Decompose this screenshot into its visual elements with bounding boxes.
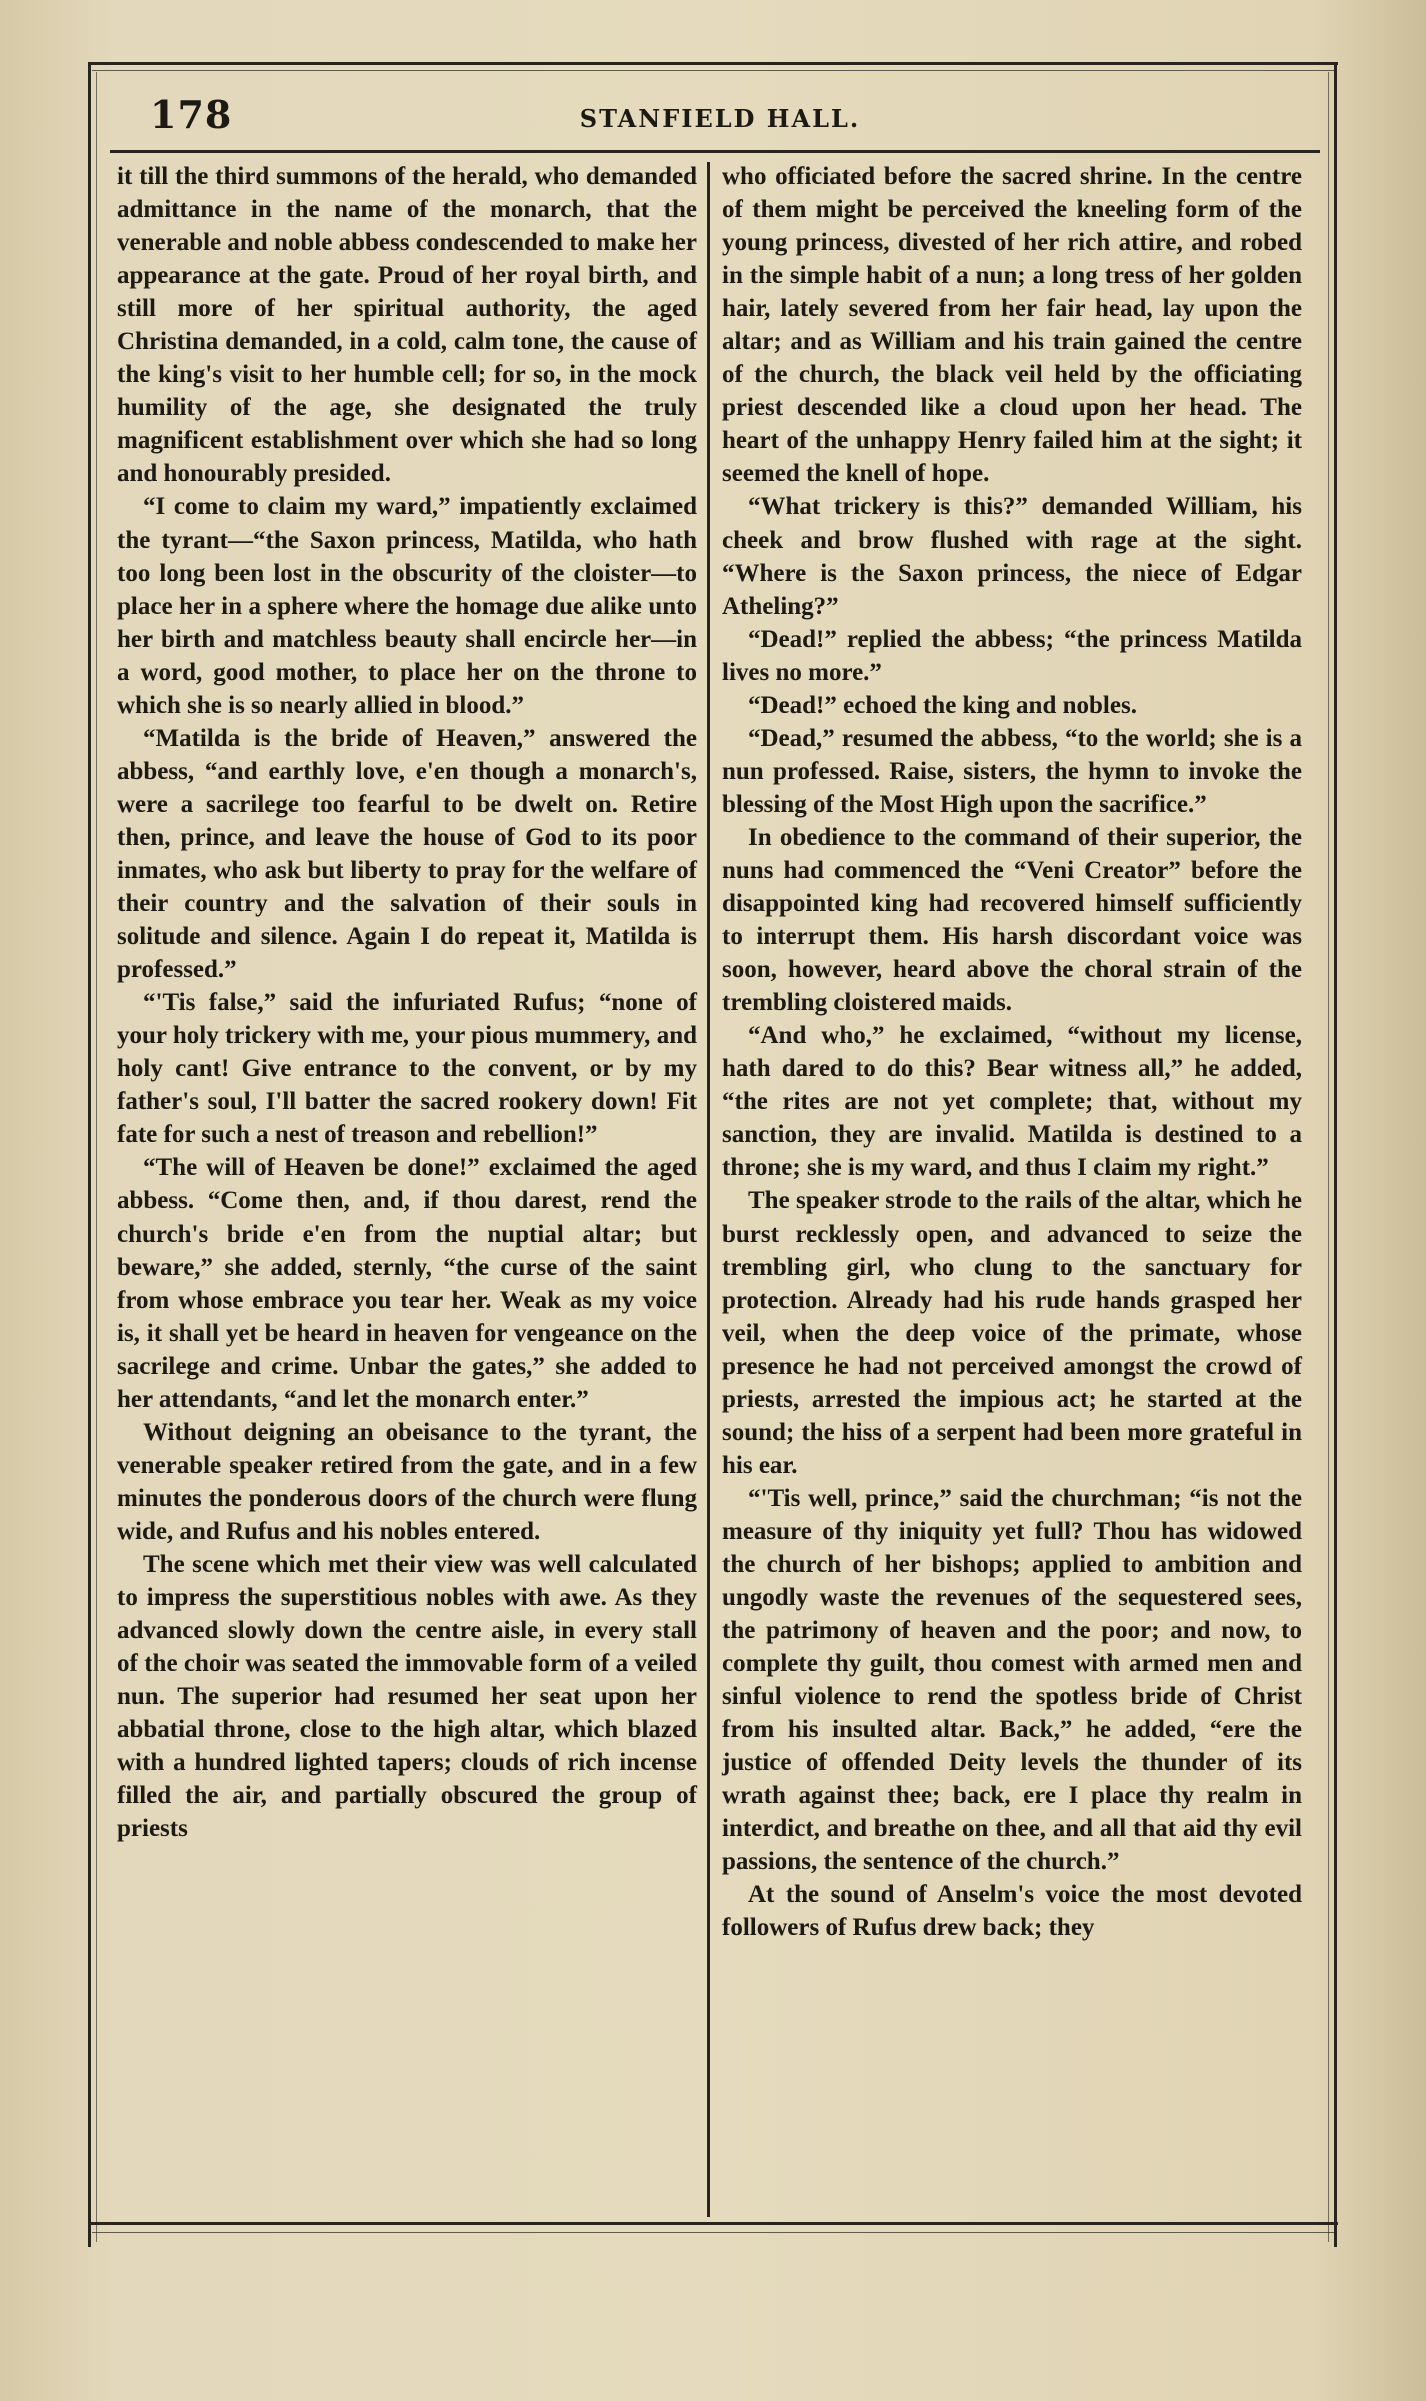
bottom-border-rule-thin bbox=[92, 2232, 1336, 2233]
column-divider bbox=[707, 162, 710, 2217]
paragraph: “'Tis false,” said the infuriated Rufus; “none of your holy trickery with me, your pious mummery, and holy cant! Give entrance to the convent, or by my father's soul, I'll batter the sacred rookery down! Fit fate for such a nest of treason and rebellion!” bbox=[117, 989, 697, 1149]
left-column bbox=[117, 160, 697, 1845]
bottom-border-rule bbox=[88, 2222, 1338, 2225]
paragraph: “Matilda is the bride of Heaven,” answered the abbess, “and earthly love, e'en though a monarch's, were a sacrilege too fearful to be dwelt on. Retire then, prince, and leave the house of God to its poor inmates, who ask but liberty to pray for the welfare of their country and the salvation of their souls in solitude and silence. Again I do repeat it, Matilda is professed.” bbox=[117, 724, 697, 984]
paragraph: The speaker strode to the rails of the altar, which he burst recklessly open, and advanced to seize the trembling girl, who clung to the sanctuary for protection. Already had his rude hands grasped her veil, when the deep voice of the primate, whose presence he had not perceived amongst the crowd of priests, arrested the impious act; he started at the sound; the hiss of a serpent had been more grateful in his ear. bbox=[722, 1187, 1302, 1479]
header-rule bbox=[110, 150, 1320, 153]
paragraph: “What trickery is this?” demanded William, his cheek and brow flushed with rage at the sight. “Where is the Saxon princess, the niece of Edgar Atheling?” bbox=[722, 493, 1302, 620]
top-border-rule-thin bbox=[92, 70, 1336, 71]
paragraph: Without deigning an obeisance to the tyrant, the venerable speaker retired from the gate, and in a few minutes the ponderous doors of the church were flung wide, and Rufus and his nobles entered. bbox=[117, 1418, 697, 1545]
paragraph: In obedience to the command of their superior, the nuns had commenced the “Veni Creator” before the disappointed king had recovered himself sufficiently to interrupt them. His harsh discordant voice was soon, however, heard above the choral strain of the trembling cloistered maids. bbox=[722, 823, 1302, 1017]
left-border-rule bbox=[88, 62, 91, 2247]
running-title: STANFIELD HALL. bbox=[579, 104, 861, 133]
paragraph: At the sound of Anselm's voice the most devoted followers of Rufus drew back; they bbox=[722, 1881, 1302, 1942]
right-border-rule bbox=[1334, 62, 1337, 2247]
top-border-rule bbox=[88, 62, 1338, 65]
paragraph: it till the third summons of the herald, who demanded admittance in the name of the monarch, that the venerable and noble abbess condescended to make her appearance at the gate. Proud of her royal birth, and still more of her spiritual authority, the aged Christina demanded, in a cold, calm tone, the cause of the king's visit to her humble cell; for so, in the mock humility of the age, she designated the truly magnificent establishment over which she had so long and honourably presided. bbox=[117, 163, 697, 488]
paragraph: The scene which met their view was well calculated to impress the superstitious nobles with awe. As they advanced slowly down the centre aisle, in every stall of the choir was seated the immovable form of a veiled nun. The superior had resumed her seat upon her abbatial throne, close to the high altar, which blazed with a hundred lighted tapers; clouds of rich incense filled the air, and partially obscured the group of priests bbox=[117, 1550, 697, 1843]
paragraph: “'Tis well, prince,” said the churchman; “is not the measure of thy iniquity yet full? Thou has widowed the church of her bishops; applied to ambition and ungodly waste the revenues of the sequestered sees, the patrimony of heaven and the poor; and now, to complete thy guilt, thou comest with armed men and sinful violence to rend the spotless bride of Christ from his insulted altar. Back,” he added, “ere the justice of offended Deity levels the thunder of its wrath against thee; back, ere I place thy realm in interdict, and breathe on thee, and all that aid thy evil passions, the sentence of the church.” bbox=[722, 1484, 1302, 1876]
paragraph: who officiated before the sacred shrine. In the centre of them might be perceived the kneeling form of the young princess, divested of her rich attire, and robed in the simple habit of a nun; a long tress of her golden hair, lately severed from her fair head, lay upon the altar; and as William and his train gained the centre of the church, the black veil held by the officiating priest descended like a cloud upon her head. The heart of the unhappy Henry failed him at the sight; it seemed the knell of hope. bbox=[722, 163, 1302, 488]
paragraph: “Dead!” replied the abbess; “the princess Matilda lives no more.” bbox=[722, 625, 1302, 686]
right-column bbox=[722, 160, 1302, 1945]
right-border-rule-inner bbox=[1328, 72, 1329, 2242]
running-head bbox=[130, 92, 1310, 142]
paragraph: “And who,” he exclaimed, “without my license, hath dared to do this? Bear witness all,” he added, “the rites are not yet complete; that, without my sanction, they are invalid. Matilda is destined to a throne; she is my ward, and thus I claim my right.” bbox=[722, 1022, 1302, 1182]
paragraph: “Dead,” resumed the abbess, “to the world; she is a nun professed. Raise, sisters, the hymn to invoke the blessing of the Most High upon the sacrifice.” bbox=[722, 724, 1302, 818]
paragraph: “I come to claim my ward,” impatiently exclaimed the tyrant—“the Saxon princess, Matilda, who hath too long been lost in the obscurity of the cloister—to place her in a sphere where the homage due alike unto her birth and matchless beauty shall encircle her—in a word, good mother, to place her on the throne to which she is so nearly allied in blood.” bbox=[117, 493, 697, 719]
page-number: 178 bbox=[150, 92, 233, 137]
paragraph: “Dead!” echoed the king and nobles. bbox=[748, 691, 1137, 719]
left-border-rule-inner bbox=[96, 72, 97, 2242]
paragraph: “The will of Heaven be done!” exclaimed the aged abbess. “Come then, and, if thou darest, rend the church's bride e'en from the nuptial altar; but beware,” she added, sternly, “the curse of the saint from whose embrace you tear her. Weak as my voice is, it shall yet be heard in heaven for vengeance on the sacrilege and crime. Unbar the gates,” she added to her attendants, “and let the monarch enter.” bbox=[117, 1154, 697, 1413]
